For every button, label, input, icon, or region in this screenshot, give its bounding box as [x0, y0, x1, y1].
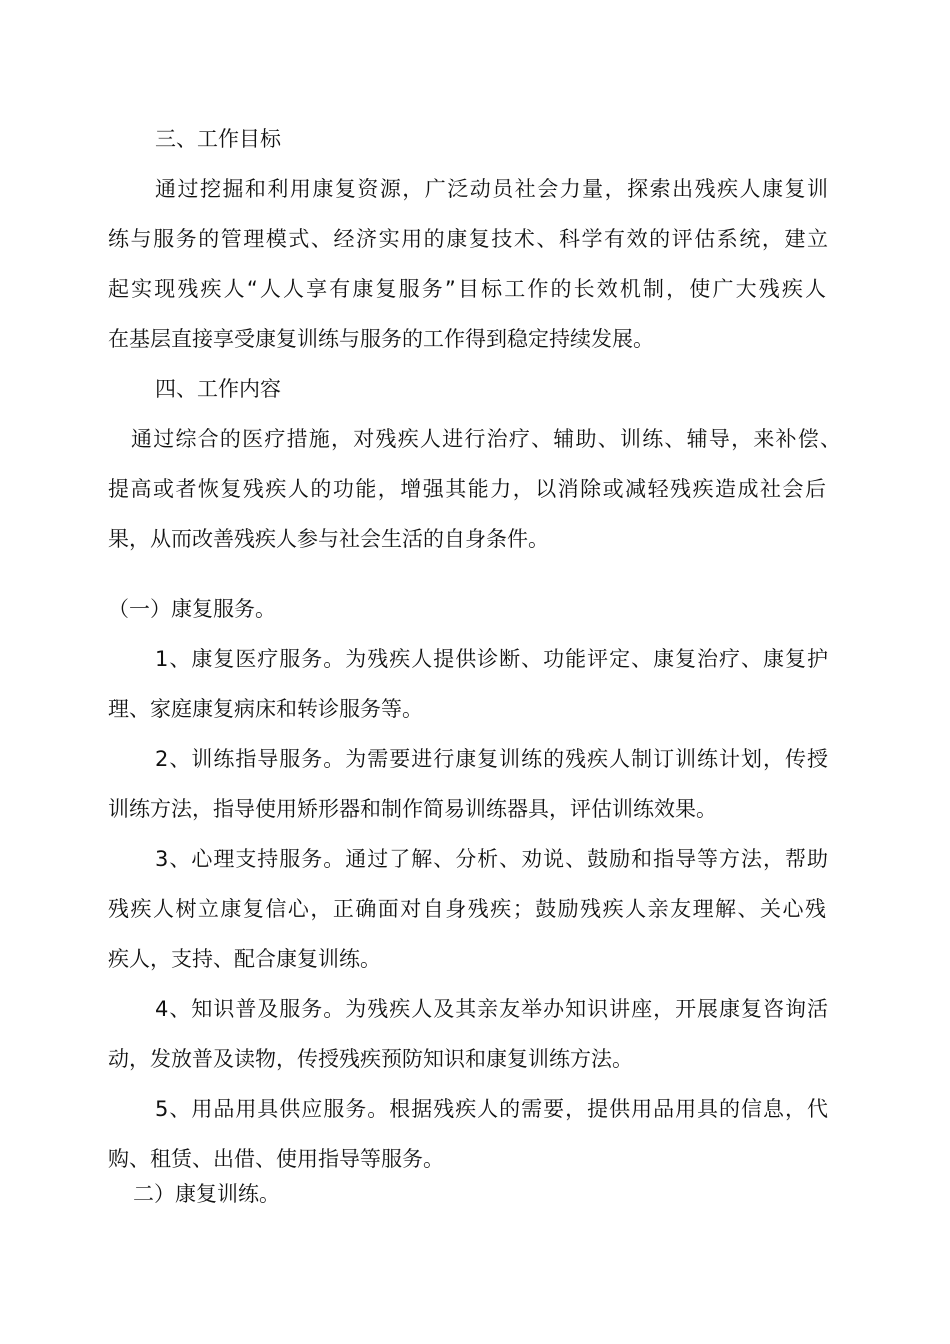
- paragraph-line: 练与服务的管理模式、经济实用的康复技术、科学有效的评估系统，建立: [108, 227, 828, 251]
- paragraph-line: 起实现残疾人“人人享有康复服务”目标工作的长效机制，使广大残疾人: [108, 277, 826, 301]
- paragraph-line: 通过综合的医疗措施，对残疾人进行治疗、辅助、训练、辅导，来补偿、: [131, 427, 841, 451]
- list-item-line: 2、训练指导服务。为需要进行康复训练的残疾人制订训练计划，传授: [155, 747, 828, 771]
- section-heading-work-content: 四、工作内容: [155, 377, 281, 401]
- paragraph-line: 提高或者恢复残疾人的功能，增强其能力，以消除或减轻残疾造成社会后: [108, 477, 826, 501]
- list-item-line: 残疾人树立康复信心，正确面对自身残疾；鼓励残疾人亲友理解、关心残: [108, 897, 826, 921]
- list-item-line: 5、用品用具供应服务。根据残疾人的需要，提供用品用具的信息，代: [155, 1097, 828, 1121]
- list-item-line: 动，发放普及读物，传授残疾预防知识和康复训练方法。: [108, 1047, 633, 1071]
- subsection-heading-rehab-services: （一）康复服务。: [108, 597, 276, 621]
- list-item-line: 1、康复医疗服务。为残疾人提供诊断、功能评定、康复治疗、康复护: [155, 647, 828, 671]
- subsection-heading-rehab-training: 二）康复训练。: [133, 1182, 280, 1206]
- list-item-line: 理、家庭康复病床和转诊服务等。: [108, 697, 423, 721]
- list-item-line: 疾人，支持、配合康复训练。: [108, 947, 381, 971]
- list-item-line: 3、心理支持服务。通过了解、分析、劝说、鼓励和指导等方法，帮助: [155, 847, 828, 871]
- paragraph-line: 在基层直接享受康复训练与服务的工作得到稳定持续发展。: [108, 327, 654, 351]
- list-item-line: 购、租赁、出借、使用指导等服务。: [108, 1147, 444, 1171]
- section-heading-work-goals: 三、工作目标: [155, 127, 281, 151]
- paragraph-line: 果，从而改善残疾人参与社会生活的自身条件。: [108, 527, 549, 551]
- paragraph-line: 通过挖掘和利用康复资源，广泛动员社会力量，探索出残疾人康复训: [155, 177, 828, 201]
- list-item-line: 训练方法，指导使用矫形器和制作简易训练器具，评估训练效果。: [108, 797, 717, 821]
- list-item-line: 4、知识普及服务。为残疾人及其亲友举办知识讲座，开展康复咨询活: [155, 997, 828, 1021]
